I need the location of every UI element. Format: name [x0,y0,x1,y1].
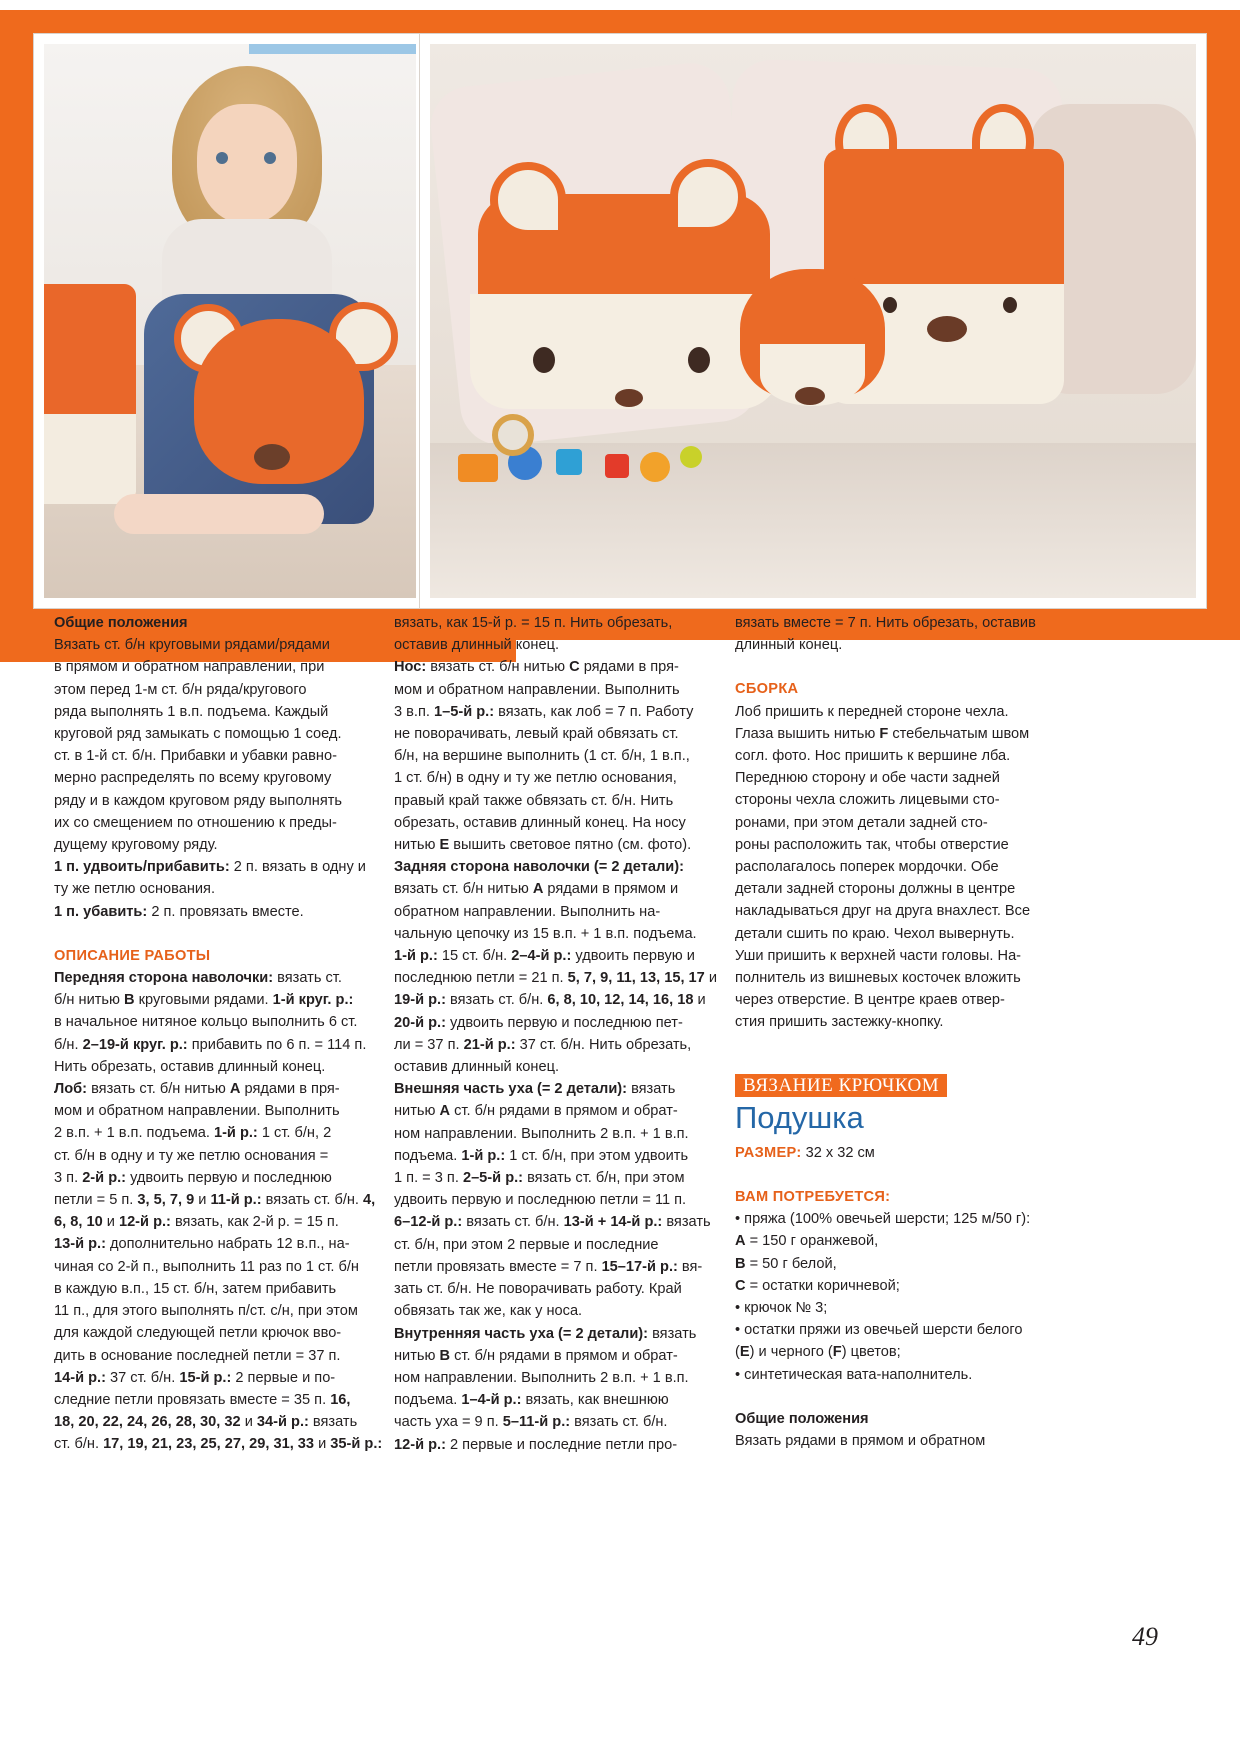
bold-term: Задняя сторона наволочки (= 2 детали): [394,859,684,876]
text-run: удвоить первую и последнюю петли = 11 п. [394,1192,687,1209]
text-line [394,723,724,745]
bold-term: 2–19-й круг. р.: [82,1036,188,1053]
text-run: 37 ст. б/н. [105,1369,180,1386]
text-run: вышить световое пятно (см. фото). [449,837,692,854]
bold-term: 34-й р.: [256,1414,309,1431]
bold-term: 13-й р.: [54,1236,106,1253]
text-run: прибавить по 6 п. = 114 п. [187,1036,367,1053]
text-run: 2 первые и по- [231,1369,336,1386]
text-line [394,701,724,723]
text-line [394,945,724,967]
text-run: нитью [394,1347,440,1364]
bold-term: 11-й р.: [210,1192,262,1209]
text-run: вязать [308,1414,358,1431]
text-run: ст. б/н рядами в прямом и обрат- [450,1103,678,1120]
text-line [394,834,724,856]
text-run: вязать ст. б/н, при этом [523,1170,685,1187]
increase-rule: 1 п. удвоить/прибавить: 2 п. вязать в одну и [54,859,366,876]
general-text-2: Вязать рядами в прямом и обратном [735,1433,986,1450]
bold-term: 15–17-й р.: [601,1258,678,1275]
text-line [394,923,724,945]
decrease-rule: 1 п. убавить: 2 п. провязать вместе. [54,903,304,920]
text-line [394,1234,724,1256]
text-line [394,967,724,989]
text-line [394,1367,724,1389]
text-line [54,1145,384,1167]
bold-term: E [439,837,450,854]
text-run: ном направлении. Выполнить 2 в.п. + 1 в.п. [394,1125,689,1142]
text-line: дущему круговому ряду. [54,837,218,854]
text-run: вязать ст. б/н. [570,1414,668,1431]
text-line [54,1211,384,1233]
text-run: • остатки пряжи из овечьей шерсти белого [735,1322,1023,1339]
bold-term: B [439,1347,451,1364]
text-run: = 50 г белой, [745,1255,837,1272]
text-run: вязать ст. б/н. [261,1192,364,1209]
bold-term: B [124,992,135,1009]
bold-term: 2–4-й р.: [511,948,572,965]
text-run: правый край также обвязать ст. б/н. Нить [394,792,674,809]
text-line [394,1300,724,1322]
text-line [735,1230,1075,1252]
text-line [394,1256,724,1278]
text-line [54,1034,384,1056]
text-run: чиная со 2-й п., выполнить 11 раз по 1 ст. б/н [54,1258,359,1275]
bold-term: A [735,1233,746,1250]
text-line [394,745,724,767]
bold-term: Лоб: [54,1081,88,1098]
text-run: вязать [627,1081,676,1098]
bold-term: 3, 5, 7, 9 [137,1192,195,1209]
text-run: Лоб пришить к передней стороне чехла. [735,703,1009,720]
text-run: удвоить первую и последнюю [126,1169,332,1186]
text-run: Переднюю сторону и обе части задней [735,770,1000,787]
page-number: 49 [1132,1622,1158,1651]
text-run: последнюю петли = 21 п. [394,970,568,987]
general-text [54,634,384,856]
bold-term: 1-й р.: [394,948,438,965]
text-line [54,1433,384,1455]
bold-term: 1-й круг. р.: [272,992,354,1009]
text-run: Нить обрезать, оставив длинный конец. [54,1058,326,1075]
text-run: Глаза вышить нитью [735,725,880,742]
bold-term: A [229,1081,241,1098]
text-run: • пряжа (100% овечьей шерсти; 125 м/50 г): [735,1211,1031,1228]
column-2-text [394,612,724,1456]
text-run: удвоить первую и [571,948,695,965]
text-run: нитью [394,837,440,854]
text-line [394,679,724,701]
text-run: оставив длинный конец. [394,1059,560,1076]
text-line: их со смещением по отношению к преды- [54,814,337,831]
text-line [54,1189,384,1211]
text-line [735,945,1075,967]
text-line [735,723,1075,745]
bold-term: 1-й р.: [213,1125,258,1142]
text-run: 3 в.п. [394,703,434,720]
text-line [735,900,1075,922]
increase-rule-cont: ту же петлю основания. [54,881,216,898]
text-run: рядами в пря- [240,1081,340,1098]
text-run: полнитель из вишневых косточек вложить [735,970,1021,987]
text-run: обвязать так же, как у носа. [394,1303,583,1320]
text-line [394,1100,724,1122]
text-run: стебельчатым швом [888,725,1030,742]
text-run: часть уха = 9 п. [394,1414,503,1431]
text-run: 1 ст. б/н, при этом удвоить [505,1147,689,1164]
text-run: вязать ст. б/н нитью [394,881,533,898]
work-title: ОПИСАНИЕ РАБОТЫ [54,947,211,964]
text-run: ( [735,1344,740,1361]
text-run: обрезать, оставив длинный конец. На носу [394,814,686,831]
bold-term: Внутренняя часть уха (= 2 детали): [394,1325,649,1342]
text-line [54,1411,384,1433]
text-run: обратном направлении. Выполнить на- [394,903,661,920]
bold-term: 12-й р.: [394,1436,446,1453]
text-line [735,1297,1075,1319]
text-run: вя- [677,1258,703,1275]
text-line [394,1189,724,1211]
text-run: ли = 37 п. [394,1036,464,1053]
text-run: чальную цепочку из 15 в.п. + 1 в.п. подъема. [394,925,697,942]
text-run: удвоить первую и последнюю пет- [445,1014,683,1031]
text-line [394,767,724,789]
text-line [735,1011,1075,1033]
text-line [394,901,724,923]
section-banner: ВЯЗАНИЕ КРЮЧКОМ [735,1074,1075,1098]
text-run: 1 ст. б/н) в одну и ту же петлю основания, [394,770,677,787]
text-run: и [194,1192,211,1209]
text-line [735,989,1075,1011]
bold-term: 5, 7, 9, 11, 13, 15, 17 [567,970,705,987]
bold-term: 21-й р.: [463,1036,516,1053]
text-line [735,1253,1075,1275]
text-run: согл. фото. Нос пришить к вершине лба. [735,748,1011,765]
bold-term: 6–12-й р.: [394,1214,463,1231]
bold-term: 17, 19, 21, 23, 25, 27, 29, 31, 33 [103,1436,315,1453]
text-line [394,1278,724,1300]
text-run: ронами, при этом детали задней сто- [735,814,988,831]
text-run: вязать, как лоб = 7 п. Работу [494,703,694,720]
text-run: ст. б/н, при этом 2 первые и последние [394,1236,659,1253]
bold-term: C [735,1277,746,1294]
text-line [735,967,1075,989]
text-line [394,1211,724,1233]
text-run: вязать ст. [273,970,342,987]
text-run: 2 в.п. + 1 в.п. подъема. [54,1125,214,1142]
bold-term: 4, [363,1192,376,1209]
assembly-title: СБОРКА [735,681,799,698]
text-line [394,1145,724,1167]
text-line [735,1275,1075,1297]
text-line [54,989,384,1011]
text-line [394,1034,724,1056]
bold-term: 16, [330,1391,351,1408]
bold-term: 19-й р.: [394,992,446,1009]
text-line: ряду и в каждом круговом ряду выполнять [54,792,343,809]
text-line [54,1167,384,1189]
bold-term: 1–5-й р.: [434,703,495,720]
text-run: вязать, как внешнюю [521,1392,669,1409]
text-line: длинный конец. [735,637,843,654]
assembly-text [735,701,1075,1034]
text-line [735,789,1075,811]
text-line [735,745,1075,767]
text-line [394,1056,724,1078]
text-run: и [314,1436,331,1453]
text-run: следние петли провязать вместе = 35 п. [54,1391,331,1408]
text-run: для каждой следующей петли крючок вво- [54,1325,342,1342]
text-line: мерно распределять по всему круговому [54,770,332,787]
photo-right [420,34,1206,608]
text-run: в каждую в.п., 15 ст. б/н, затем прибавить [54,1280,337,1297]
text-run: через отверстие. В центре краев отвер- [735,992,1005,1009]
text-line [54,1367,384,1389]
text-line [735,1319,1075,1341]
text-line [394,790,724,812]
text-run: стия пришить застежку-кнопку. [735,1014,944,1031]
column-1 [54,612,384,1456]
text-line [394,634,724,656]
bold-term: 1-й р.: [461,1147,506,1164]
text-run: круговыми рядами. [134,992,273,1009]
text-line [735,1208,1075,1230]
text-run: вязать ст. б/н нитью [426,659,570,676]
text-line: ст. в 1-й ст. б/н. Прибавки и убавки равно- [54,748,337,765]
text-line [394,1434,724,1456]
bold-term: B [735,1255,746,1272]
bold-term: Нос: [394,659,427,676]
text-run: петли провязать вместе = 7 п. [394,1258,602,1275]
text-run: не поворачивать, левый край обвязать ст. [394,726,679,743]
text-line [54,1389,384,1411]
bold-term: 14-й р.: [54,1369,106,1386]
text-line: вязать вместе = 7 п. Нить обрезать, оставив [735,615,1036,631]
bold-term: 1–4-й р.: [461,1392,522,1409]
bold-term: C [569,659,580,676]
text-run: дить в основание последней петли = 37 п. [54,1347,341,1364]
text-run: ) и черного ( [749,1344,833,1361]
text-run: Уши пришить к верхней части головы. На- [735,947,1022,964]
bold-term: 13-й + 14-й р.: [563,1214,663,1231]
text-run: рядами в пря- [579,659,679,676]
text-line [394,612,724,634]
text-line [735,812,1075,834]
text-run: вязать [662,1214,711,1231]
text-line [394,1389,724,1411]
bold-term: 35-й р.: [330,1436,383,1453]
text-run: • крючок № 3; [735,1300,828,1317]
project-title: Подушка [735,1099,864,1135]
photo-left [34,34,426,608]
bold-term: F [832,1344,842,1361]
text-run: 1 ст. б/н, 2 [257,1125,332,1142]
text-run: вязать ст. б/н нитью [87,1081,230,1098]
text-line [394,1345,724,1367]
text-run: ст. б/н в одну и ту же петлю основания = [54,1147,329,1164]
text-run: = 150 г оранжевой, [745,1233,879,1250]
text-line [54,1122,384,1144]
column-2 [394,612,724,1456]
text-line [54,1345,384,1367]
text-line [394,1078,724,1100]
text-run: мом и обратном направлении. Выполнить [54,1103,340,1120]
text-run: 11 п., для этого выполнять п/ст. с/н, при этом [54,1303,358,1320]
text-run: нитью [394,1103,440,1120]
text-line: Вязать ст. б/н круговыми рядами/рядами [54,637,330,654]
general-title: Общие положения [54,615,188,631]
text-run: зать ст. б/н. Не поворачивать работу. Край [394,1281,682,1298]
text-line [54,1278,384,1300]
text-line [54,1322,384,1344]
bold-term: 6, 8, 10 [54,1214,103,1231]
text-run: 2 первые и последние петли про- [445,1436,678,1453]
text-line [54,967,384,989]
text-run: и [240,1414,257,1431]
text-line [394,1411,724,1433]
text-line [394,1012,724,1034]
text-run: располагалось поперек мордочки. Обе [735,859,999,876]
text-line [394,656,724,678]
text-line: этом перед 1-м ст. б/н ряда/кругового [54,681,307,698]
text-run: вязать ст. б/н. [445,992,548,1009]
text-run: рядами в прямом и [543,881,679,898]
text-line [54,1256,384,1278]
text-run: • синтетическая вата-наполнитель. [735,1366,973,1383]
text-run: б/н нитью [54,992,125,1009]
text-run: и [704,970,718,987]
bold-term: A [532,881,544,898]
bold-term: 18, 20, 22, 24, 26, 28, 30, 32 [54,1414,241,1431]
bold-term: 12-й р.: [118,1214,171,1231]
size-line: РАЗМЕР: 32 х 32 см [735,1144,875,1161]
bold-term: 5–11-й р.: [502,1414,571,1431]
text-run: вязать, как 15-й р. = 15 п. Нить обрезать, [394,615,673,631]
text-run: оставив длинный конец. [394,637,560,654]
text-run: ст. б/н рядами в прямом и обрат- [450,1347,678,1364]
text-run: детали сшить по краю. Чехол вывернуть. [735,925,1015,942]
bold-term: 6, 8, 10, 12, 14, 16, 18 [547,992,694,1009]
text-run: мом и обратном направлении. Выполнить [394,681,680,698]
column-3 [735,612,1075,1452]
text-run: 3 п. [54,1169,83,1186]
text-run: ст. б/н. [54,1436,104,1453]
text-run: детали задней стороны должны в центре [735,881,1016,898]
text-line [394,812,724,834]
text-line [394,878,724,900]
text-run: б/н, на вершине выполнить (1 ст. б/н, 1 в.п., [394,748,690,765]
text-run: 15 ст. б/н. [437,948,512,965]
text-line [394,1123,724,1145]
bold-term: 2–5-й р.: [462,1170,524,1187]
text-line [735,701,1075,723]
text-line [735,856,1075,878]
bold-term: 20-й р.: [394,1014,446,1031]
text-run: ) цветов; [841,1344,901,1361]
text-line [735,1341,1075,1363]
text-line [735,878,1075,900]
text-run: накладываться друг на друга внахлест. Все [735,903,1031,920]
text-run: вязать, как 2-й р. = 15 п. [170,1214,339,1231]
text-line [54,1056,384,1078]
text-run: подъема. [394,1147,462,1164]
bold-term: Внешняя часть уха (= 2 детали): [394,1081,628,1098]
bold-term: 15-й р.: [179,1369,232,1386]
text-line [394,856,724,878]
text-line [54,1233,384,1255]
text-line: в прямом и обратном направлении, при [54,659,325,676]
text-line [735,923,1075,945]
text-run: б/н. [54,1036,83,1053]
text-run: петли = 5 п. [54,1192,138,1209]
bold-term: F [879,725,889,742]
bold-term: 2-й р.: [82,1169,127,1186]
text-line [394,989,724,1011]
text-line [735,834,1075,856]
work-text [54,967,384,1455]
materials-list [735,1208,1075,1386]
text-run: и [693,992,706,1009]
column-3-top-text [735,612,1075,656]
text-line [54,1078,384,1100]
text-line [54,1100,384,1122]
text-run: 37 ст. б/н. Нить обрезать, [515,1036,692,1053]
text-run: роны расположить так, чтобы отверстие [735,836,1009,853]
text-line: ряда выполнять 1 в.п. подъема. Каждый [54,703,329,720]
bold-term: Передняя сторона наволочки: [54,970,274,987]
text-run: = остатки коричневой; [745,1277,900,1294]
header-banner [0,0,1240,662]
text-line [394,1323,724,1345]
text-run: подъема. [394,1392,462,1409]
text-run: вязать [648,1325,697,1342]
text-run: 1 п. = 3 п. [394,1170,463,1187]
text-line [394,1167,724,1189]
text-line [735,767,1075,789]
text-line [735,1364,1075,1386]
text-run: вязать ст. б/н. [462,1214,564,1231]
bold-term: A [439,1103,451,1120]
text-run: ном направлении. Выполнить 2 в.п. + 1 в.п. [394,1369,689,1386]
text-line [54,1300,384,1322]
text-run: дополнительно набрать 12 в.п., на- [105,1236,350,1253]
bold-term: E [739,1344,750,1361]
text-run: в начальное нитяное кольцо выполнить 6 ст. [54,1014,358,1031]
text-run: и [102,1214,119,1231]
text-line [54,1011,384,1033]
general-title-2: Общие положения [735,1410,869,1427]
materials-title: ВАМ ПОТРЕБУЕТСЯ: [735,1189,891,1206]
text-line: круговой ряд замыкать с помощью 1 соед. [54,726,342,743]
text-run: стороны чехла сложить лицевыми сто- [735,792,1000,809]
